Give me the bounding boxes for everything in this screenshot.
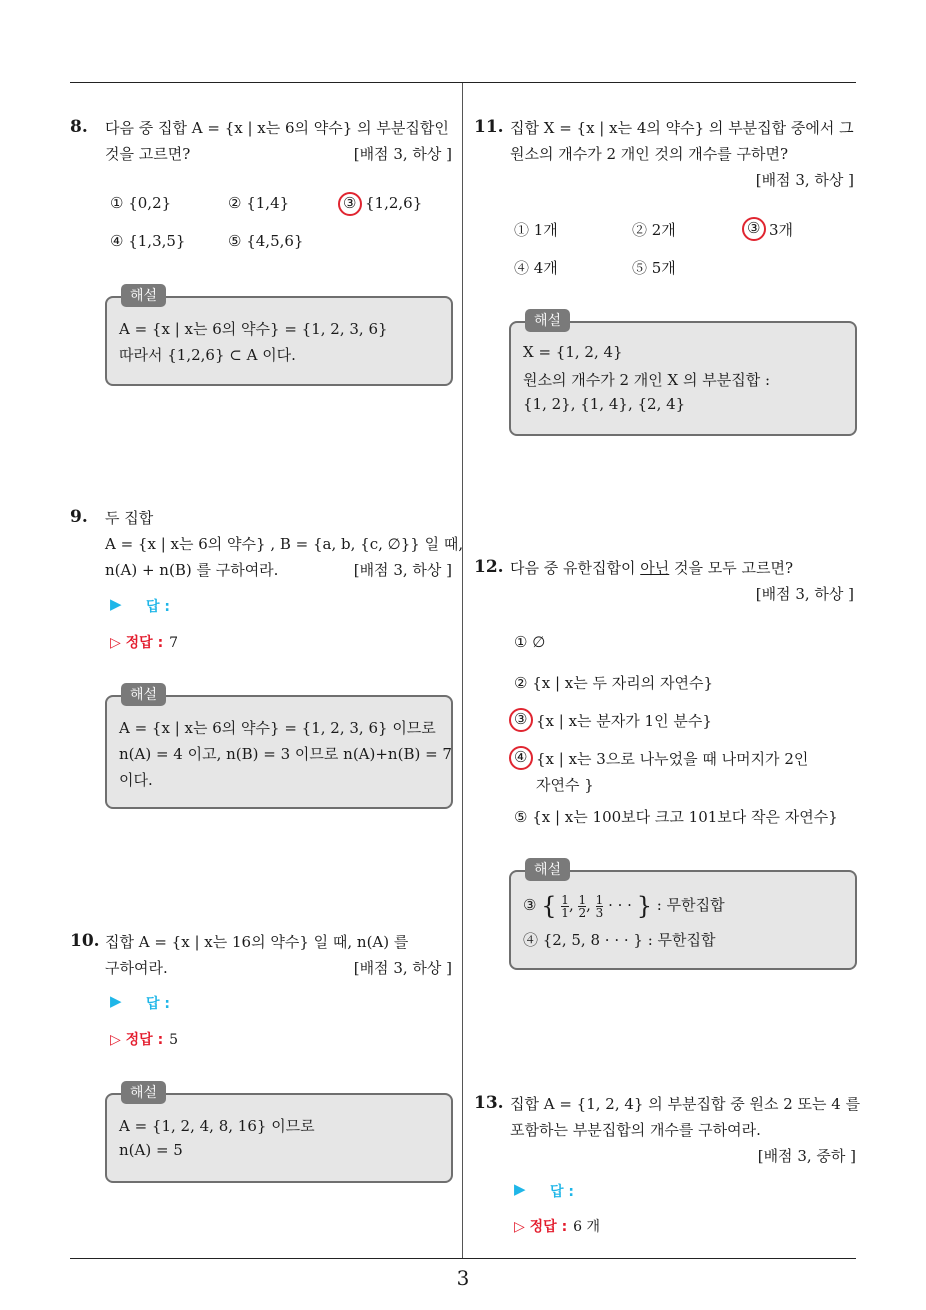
fraction [578, 894, 586, 919]
explanation-prefix: ③ [523, 896, 537, 914]
question-number: 11. [474, 117, 504, 137]
correct-label: ▷ 정답 : [110, 635, 164, 651]
score-meta: [배점 3, 하상 ] [755, 585, 854, 603]
score-meta: [배점 3, 하상 ] [353, 561, 452, 579]
explanation-tag: 해설 [525, 858, 570, 881]
correct-answer [110, 1029, 178, 1049]
choice-2[interactable]: ② {x | x는 두 자리의 자연수} [514, 674, 714, 692]
numerator: 1 [578, 892, 587, 907]
explanation-line: ③ { $\frac{1}{1}$ , $\frac{1}{2}$ , $\frac{1}{3}$ · · · } : 무한집합 [523, 892, 725, 920]
question-number: 9. [70, 507, 88, 527]
denominator: 3 [595, 905, 604, 920]
explanation-line: n(A) = 5 [119, 1141, 183, 1159]
question-text-line1: 집합 A = {1, 2, 4} 의 부분집합 중 원소 2 또는 4 를 [510, 1095, 861, 1113]
correct-value: 5 [169, 1032, 179, 1048]
top-rule [70, 82, 856, 83]
explanation-box [105, 1085, 453, 1183]
question-number: 10. [70, 931, 100, 951]
explanation-tag: 해설 [121, 284, 166, 307]
explanation-line: A = {x | x는 6의 약수} = {1, 2, 3, 6} [119, 320, 388, 338]
explanation-line: X = {1, 2, 4} [523, 343, 623, 361]
answer-label: 답 : [146, 996, 170, 1012]
correct-answer [110, 632, 178, 652]
explanation-box [509, 862, 857, 970]
choice-2[interactable]: ② {1,4} [228, 194, 290, 212]
choice-4[interactable]: ④ 4개 [514, 259, 558, 277]
ellipsis: · · · [608, 896, 632, 914]
explanation-box [509, 313, 857, 436]
choice-1[interactable]: ① ∅ [514, 633, 546, 651]
choice-4[interactable]: ④ {1,3,5} [110, 232, 186, 250]
correct-label: ▷ 정답 : [110, 1032, 164, 1048]
correct-value: 6 개 [573, 1219, 601, 1235]
explanation-box [105, 687, 453, 809]
question-number: 13. [474, 1093, 504, 1113]
question-text-part: 것을 모두 고르면? [669, 559, 793, 577]
answer-arrow-icon: ▶ [110, 595, 122, 613]
choice-3-number[interactable]: ③ [747, 219, 761, 237]
question-text-line1: 집합 X = {x | x는 4의 약수} 의 부분집합 중에서 그 [510, 119, 854, 137]
denominator: 2 [578, 905, 587, 920]
choice-3-number[interactable]: ③ [514, 710, 528, 728]
explanation-box [105, 288, 453, 386]
score-meta: [배점 3, 중하 ] [757, 1147, 856, 1165]
choice-4-number[interactable]: ④ [514, 748, 528, 766]
explanation-line: A = {1, 2, 4, 8, 16} 이므로 [119, 1117, 315, 1135]
question-text-line2: 것을 고르면? [105, 145, 191, 163]
answer-arrow-icon: ▶ [514, 1180, 526, 1198]
column-divider [462, 83, 463, 1258]
brace-close: } [636, 892, 652, 920]
choice-1[interactable]: ① {0,2} [110, 194, 172, 212]
answer-label: 답 : [146, 599, 170, 615]
numerator: 1 [595, 892, 604, 907]
explanation-tag: 해설 [121, 683, 166, 706]
underlined-keyword: 아닌 [640, 559, 670, 577]
choice-3[interactable]: {1,2,6} [365, 194, 423, 212]
answer-label: 답 : [550, 1184, 574, 1200]
fraction [561, 894, 569, 919]
choice-3[interactable]: {x | x는 분자가 1인 분수} [536, 712, 712, 730]
choice-5[interactable]: ⑤ 5개 [632, 259, 676, 277]
explanation-line: {1, 2}, {1, 4}, {2, 4} [523, 395, 686, 413]
question-text-line2: 원소의 개수가 2 개인 것의 개수를 구하면? [510, 145, 789, 163]
choice-3-number[interactable]: ③ [343, 194, 357, 212]
denominator: 1 [561, 905, 569, 920]
score-meta: [배점 3, 하상 ] [353, 145, 452, 163]
explanation-tail: : 무한집합 [656, 896, 725, 914]
correct-answer [514, 1216, 600, 1236]
brace-open: { [541, 892, 557, 920]
question-number: 12. [474, 557, 504, 577]
score-meta: [배점 3, 하상 ] [353, 959, 452, 977]
question-text-line1 [510, 557, 793, 578]
question-text-line2: A = {x | x는 6의 약수} , B = {a, b, {c, ∅}} 일 때, [105, 535, 464, 553]
explanation-line: 따라서 {1,2,6} ⊂ A 이다. [119, 346, 296, 364]
choice-4-continued[interactable]: 자연수 } [536, 776, 594, 794]
question-text-line2: 구하여라. [105, 959, 168, 977]
answer-arrow-icon: ▶ [110, 992, 122, 1010]
question-text-line1: 집합 A = {x | x는 16의 약수} 일 때, n(A) 를 [105, 933, 409, 951]
choice-4[interactable]: {x | x는 3으로 나누었을 때 나머지가 2인 [536, 750, 809, 768]
explanation-tag: 해설 [121, 1081, 166, 1104]
question-text-part: 다음 중 유한집합이 [510, 559, 641, 577]
bottom-rule [70, 1258, 856, 1259]
score-meta: [배점 3, 하상 ] [755, 171, 854, 189]
explanation-line: 이다. [119, 771, 153, 789]
page-number: 3 [456, 1266, 470, 1290]
correct-value: 7 [169, 635, 179, 651]
question-text-line1: 다음 중 집합 A = {x | x는 6의 약수} 의 부분집합인 [105, 119, 449, 137]
choice-5[interactable]: ⑤ {4,5,6} [228, 232, 304, 250]
explanation-line: n(A) = 4 이고, n(B) = 3 이므로 n(A)+n(B) = 7 [119, 745, 452, 763]
explanation-line: 원소의 개수가 2 개인 X 의 부분집합 : [523, 371, 771, 389]
numerator: 1 [561, 892, 569, 907]
choice-1[interactable]: ① 1개 [514, 221, 558, 239]
correct-label: ▷ 정답 : [514, 1219, 568, 1235]
choice-3[interactable]: 3개 [769, 221, 794, 239]
question-text-line1: 두 집합 [105, 509, 154, 527]
explanation-tag: 해설 [525, 309, 570, 332]
question-number: 8. [70, 117, 88, 137]
question-text-line3: n(A) + n(B) 를 구하여라. [105, 561, 279, 579]
fraction [596, 894, 604, 919]
explanation-line: ④ {2, 5, 8 · · · } : 무한집합 [523, 931, 716, 949]
explanation-line: A = {x | x는 6의 약수} = {1, 2, 3, 6} 이므로 [119, 719, 436, 737]
choice-2[interactable]: ② 2개 [632, 221, 676, 239]
choice-5[interactable]: ⑤ {x | x는 100보다 크고 101보다 작은 자연수} [514, 808, 838, 826]
question-text-line2: 포함하는 부분집합의 개수를 구하여라. [510, 1121, 761, 1139]
